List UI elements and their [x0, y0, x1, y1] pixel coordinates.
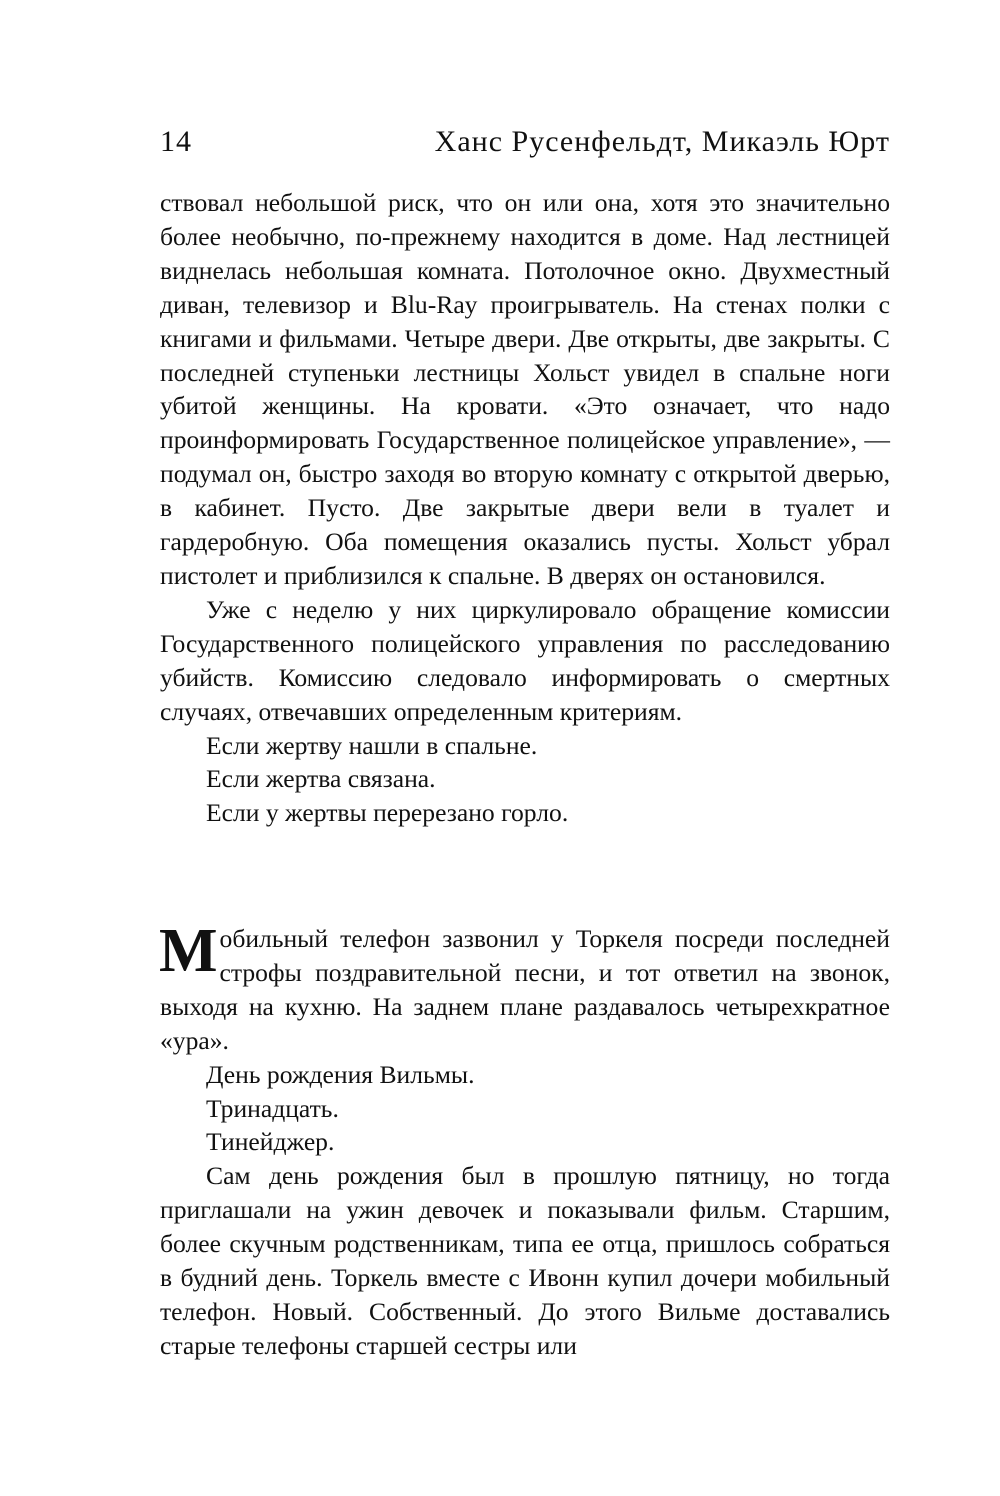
page-header [160, 122, 890, 162]
paragraph: Тинейджер. [206, 1127, 335, 1157]
page-number: 14 [160, 125, 192, 158]
paragraph: Если жертву нашли в спальне. [206, 730, 538, 760]
paragraph-with-dropcap [159, 917, 890, 1058]
paragraph: Если жертва связана. [206, 764, 436, 794]
paragraph: Сам день рождения был в прошлую пятницу, но тогда приглашали на ужин девочек и показывали фильм. Старшим, более скучным родственникам, типа ее отца, пришлось собраться в будний день. Торкель вместе с Ивонн купил дочери мобильный телефон. Новый. Собственный. До этого Вильме доставались старые телефоны старшей сестры или [160, 1161, 890, 1360]
text-section-1 [160, 186, 890, 830]
paragraph: Тринадцать. [206, 1093, 339, 1123]
text-section-2 [159, 917, 890, 1363]
paragraph: День рождения Вильмы. [206, 1059, 475, 1089]
drop-cap: М [159, 917, 218, 985]
paragraph-text: обильный телефон зазвонил у Торкеля посреди последней строфы поздравительной песни, и тот ответил на звонок, выходя на кухню. На заднем плане раздавалось четырехкратное «ура». [160, 924, 890, 1055]
paragraph: Если у жертвы перерезано горло. [206, 798, 569, 828]
paragraph: Уже с неделю у них циркулировало обращение комиссии Государственного полицейского управления по расследованию убийств. Комиссию следовало информировать о смертных случаях, отвечавших определенным критериям. [160, 594, 890, 726]
running-head: Ханс Русенфельдт, Микаэль Юрт [434, 125, 890, 158]
paragraph: ствовал небольшой риск, что он или она, хотя это значительно более необычно, по-прежнему находится в доме. Над лестницей виднелась небольшая комната. Потолочное окно. Двухместный диван, телевизор и Blu-Ray проигрыватель. На стенах полки с книгами и фильмами. Четыре двери. Две открыты, две закрыты. С последней ступеньки лестницы Хольст увидел в спальне ноги убитой женщины. На кровати. «Это означает, что надо проинформировать Государственное полицейское управление», — подумал он, быстро заходя во вторую комнату с открытой дверью, в кабинет. Пусто. Две закрытые двери вели в туалет и гардеробную. Оба помещения оказались пусты. Хольст убрал пистолет и приблизился к спальне. В дверях он остановился. [160, 188, 890, 590]
